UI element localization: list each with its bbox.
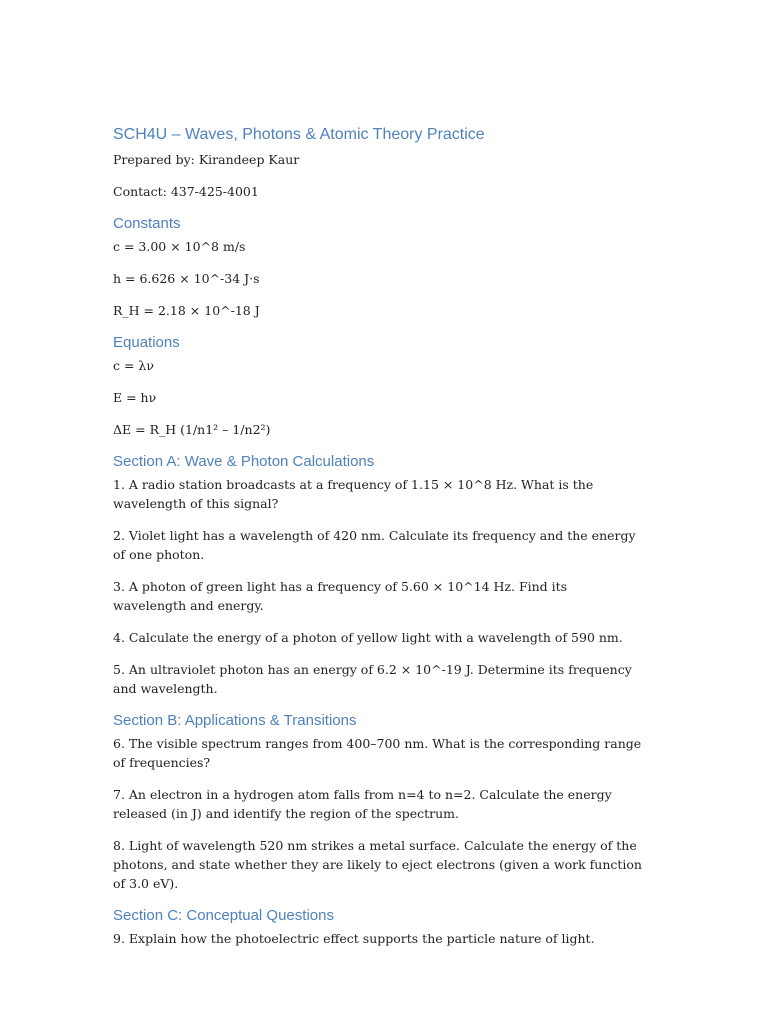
document-page — [113, 124, 643, 961]
prepared-by: Prepared by: Kirandeep Kaur — [113, 152, 300, 167]
question-item: 4. Calculate the energy of a photon of yellow light with a wavelength of 590 nm. — [113, 630, 623, 645]
constant-item: c = 3.00 × 10^8 m/s — [113, 239, 246, 254]
document-title: SCH4U – Waves, Photons & Atomic Theory Practice — [113, 126, 485, 143]
section-c — [113, 906, 643, 948]
section-b-heading: Section B: Applications & Transitions — [113, 712, 357, 729]
section-a-heading: Section A: Wave & Photon Calculations — [113, 453, 375, 470]
contact-line: Contact: 437-425-4001 — [113, 184, 259, 199]
equation-item: E = hν — [113, 390, 157, 405]
question-item: 1. A radio station broadcasts at a frequency of 1.15 × 10^8 Hz. What is the wavelength of this signal? — [113, 477, 594, 511]
section-c-heading: Section C: Conceptual Questions — [113, 907, 334, 924]
constants-heading: Constants — [113, 215, 181, 232]
equation-item: c = λν — [113, 358, 154, 373]
equation-item: ΔE = R_H (1/n1² – 1/n2²) — [113, 422, 271, 437]
question-item: 6. The visible spectrum ranges from 400–700 nm. What is the corresponding range of frequencies? — [113, 736, 642, 770]
equations-section — [113, 333, 643, 439]
section-a — [113, 452, 643, 698]
section-b — [113, 711, 643, 893]
question-item: 8. Light of wavelength 520 nm strikes a metal surface. Calculate the energy of the photons, and state whether they are likely to eject electrons (given a work function of 3.0 eV). — [113, 838, 642, 891]
question-item: 5. An ultraviolet photon has an energy of 6.2 × 10^-19 J. Determine its frequency and wavelength. — [113, 662, 632, 696]
question-item: 3. A photon of green light has a frequency of 5.60 × 10^14 Hz. Find its wavelength and energy. — [113, 579, 568, 613]
question-item: 9. Explain how the photoelectric effect supports the particle nature of light. — [113, 931, 595, 946]
constant-item: R_H = 2.18 × 10^-18 J — [113, 303, 260, 318]
constants-section — [113, 214, 643, 320]
equations-heading: Equations — [113, 334, 180, 351]
question-item: 2. Violet light has a wavelength of 420 nm. Calculate its frequency and the energy of one photon. — [113, 528, 636, 562]
constant-item: h = 6.626 × 10^-34 J·s — [113, 271, 260, 286]
question-item: 7. An electron in a hydrogen atom falls from n=4 to n=2. Calculate the energy released (in J) and identify the region of the spectrum. — [113, 787, 612, 821]
